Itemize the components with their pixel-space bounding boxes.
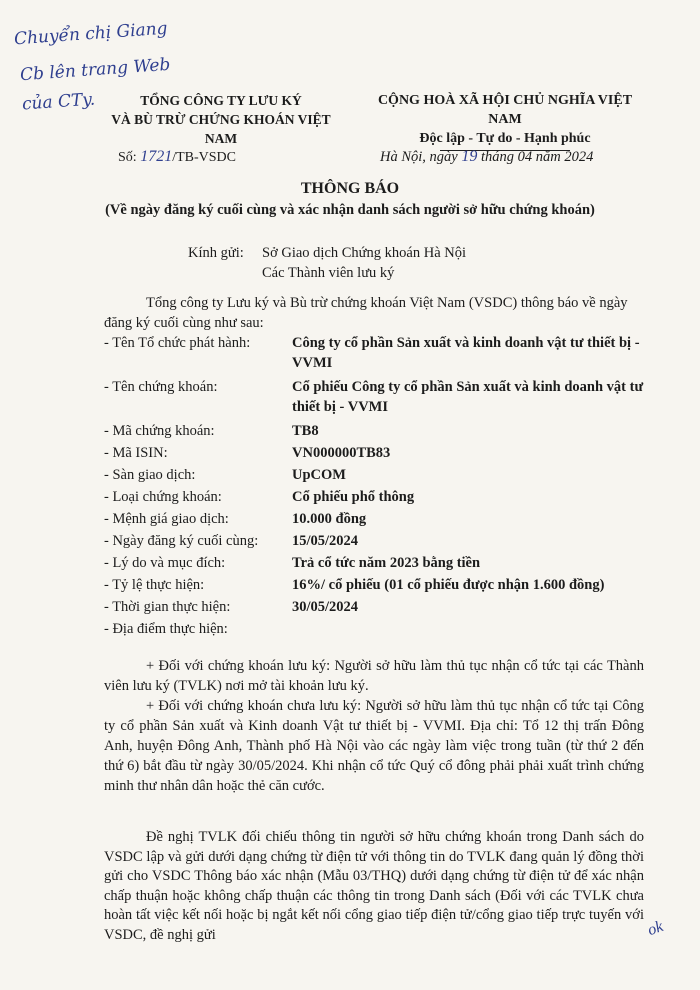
detail-row-payment-date: - Thời gian thực hiện: 30/05/2024 [104, 599, 359, 615]
location-bullet-undeposited: + Đối với chứng khoán chưa lưu ký: Người sở hữu làm thủ tục nhận cổ tức tại Công ty cổ phần Sản xuất và Kinh doanh Vật tư thiết bị - VVMI. Địa chỉ: Tổ 12 thị trấn Đông Anh, huyện Đông Anh, Thành phố Hà Nội vào các ngày làm việc trong tuần (từ thứ 2 đến thứ 6) bắt đầu từ ngày 30/05/2024. Khi nhận cổ tức Quý cổ đông phải phải xuất trình chứng minh thư nhân dân hoặc thẻ căn cước. [104, 698, 644, 794]
detail-row-purpose: - Lý do và mục đích: Trả cổ tức năm 2023 bằng tiền [104, 555, 481, 571]
issuer-header [96, 91, 346, 148]
national-header [360, 91, 650, 151]
recipient-1: Sở Giao dịch Chứng khoán Hà Nội [262, 245, 467, 261]
document-number-handwritten: 1721 [140, 148, 173, 165]
recipients [188, 243, 466, 283]
detail-row-isin: - Mã ISIN: VN000000TB83 [104, 445, 391, 461]
detail-row-security-name: - Tên chứng khoán: Cổ phiếu Công ty cổ phần Sản xuất và kinh doanh vật tư thiết bị - VVMI [104, 379, 644, 415]
issuer-name-line-1: TỔNG CÔNG TY LƯU KÝ [140, 93, 302, 108]
handwritten-note-line-2: Cb lên trang Web [19, 54, 172, 86]
detail-row-record-date: - Ngày đăng ký cuối cùng: 15/05/2024 [104, 533, 359, 549]
document-number: Số: 1721/TB-VSDC [118, 148, 236, 165]
title-subtitle: (Về ngày đăng ký cuối cùng và xác nhận danh sách người sở hữu chứng khoán) [105, 202, 595, 218]
recipient-2: Các Thành viên lưu ký [262, 265, 395, 281]
intro-paragraph: Tổng công ty Lưu ký và Bù trừ chứng khoán Việt Nam (VSDC) thông báo về ngày đăng ký cuối cùng như sau: [104, 295, 628, 331]
issuer-name-line-2: VÀ BÙ TRỪ CHỨNG KHOÁN VIỆT NAM [111, 112, 331, 146]
detail-row-security-type: - Loại chứng khoán: Cổ phiếu phổ thông [104, 489, 415, 505]
detail-row-exchange: - Sàn giao dịch: UpCOM [104, 467, 346, 483]
recipients-label: Kính gửi: [188, 245, 244, 261]
details-list [104, 333, 664, 641]
initials-handwritten: ok [645, 917, 666, 940]
detail-row-issuer: - Tên Tổ chức phát hành: Công ty cổ phần Sản xuất và kinh doanh vật tư thiết bị - VVMI [104, 335, 640, 371]
title-main: THÔNG BÁO [300, 180, 400, 197]
national-title: CỘNG HOÀ XÃ HỘI CHỦ NGHĨA VIỆT NAM [377, 93, 633, 127]
detail-row-location: - Địa điểm thực hiện: [104, 621, 228, 637]
detail-row-par-value: - Mệnh giá giao dịch: 10.000 đồng [104, 511, 367, 527]
date-day-handwritten: 19 [461, 148, 478, 165]
detail-row-ticker: - Mã chứng khoán: TB8 [104, 423, 319, 439]
handwritten-note-line-1: Chuyển chị Giang [13, 18, 169, 50]
location-bullet-deposited: + Đối với chứng khoán lưu ký: Người sở hữu làm thủ tục nhận cổ tức tại các Thành viên lưu ký (TVLK) nơi mở tài khoản lưu ký. [104, 658, 644, 694]
handwritten-note-line-3: của CTy. [21, 89, 96, 115]
detail-row-ratio: - Tỷ lệ thực hiện: 16%/ cổ phiếu (01 cổ phiếu được nhận 1.600 đồng) [104, 577, 605, 593]
document-date: Hà Nội, ngày 19 tháng 04 năm 2024 [380, 148, 594, 165]
national-motto: Độc lập - Tự do - Hạnh phúc [419, 131, 591, 146]
closing-paragraph: Đề nghị TVLK đối chiếu thông tin người sở hữu chứng khoán trong Danh sách do VSDC lập và gửi dưới dạng chứng từ điện tử với thông tin do TVLK đang quản lý đồng thời gửi cho VSDC Thông báo xác nhận (Mẫu 03/THQ) dưới dạng chứng từ điện tử để xác nhận chấp thuận hoặc không chấp thuận các thông tin trong Danh sách (Đối với các TVLK chưa hoàn tất việc kết nối hoặc bị ngắt kết nối cổng giao tiếp điện tử/cổng giao tiếp trực tuyến với VSDC, đề nghị gửi [104, 829, 644, 943]
document-title [60, 178, 640, 220]
